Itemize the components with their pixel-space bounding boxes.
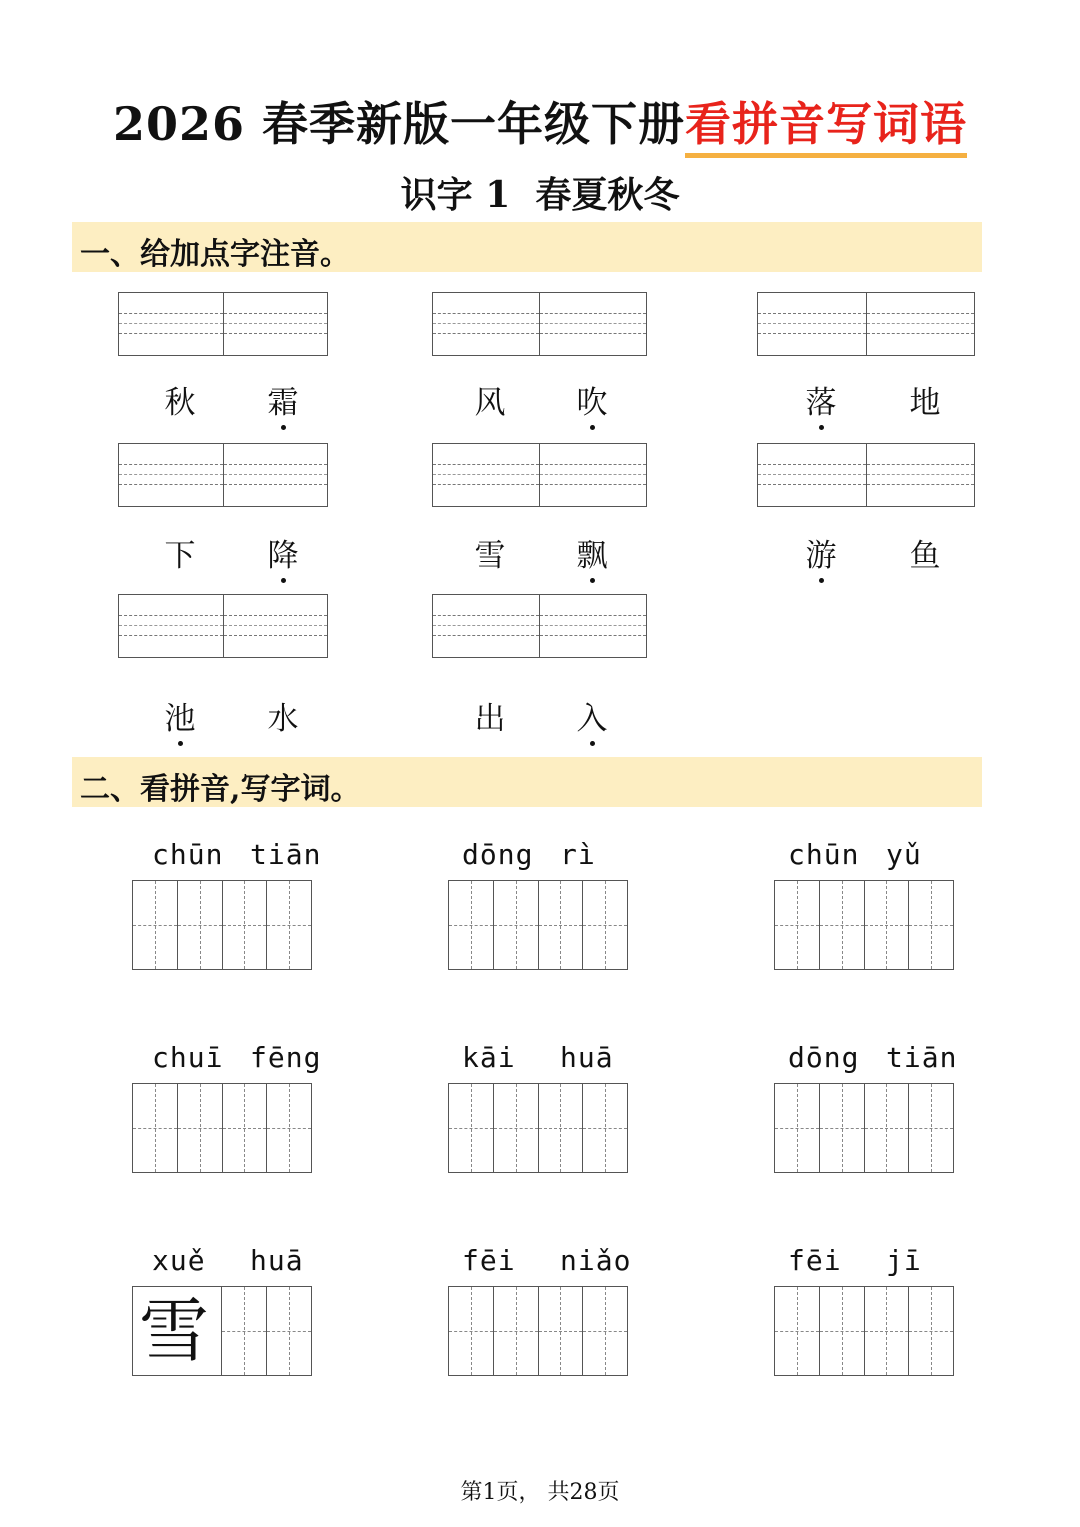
grid-cell[interactable] [266,881,311,969]
grid-cell[interactable] [864,1287,909,1375]
grid-cell[interactable] [582,1084,627,1172]
pinyin-box-half[interactable] [539,595,646,657]
grid-cell[interactable] [449,881,493,969]
dotted-character: 落 [791,377,851,422]
pinyin-box-half[interactable] [539,293,646,355]
character: 下 [164,538,196,574]
dotted-character: 飘 [562,530,622,575]
writing-grid[interactable] [132,1286,312,1376]
grid-cell[interactable] [133,1084,177,1172]
pinyin-label: dōng [788,1041,860,1074]
pinyin-box-half[interactable] [433,444,539,506]
grid-cell[interactable] [493,1084,538,1172]
dotted-character: 降 [253,530,313,575]
grid-cell[interactable] [177,1084,222,1172]
title-highlight: 看拼音写词语 [685,97,967,158]
character: 风 [474,385,506,421]
grid-cell[interactable] [538,881,583,969]
pinyin-answer-box[interactable] [118,443,328,507]
pinyin-label: fēng [250,1041,322,1074]
pinyin-label: huā [250,1244,304,1277]
pinyin-label: yǔ [886,838,922,871]
dotted-character: 池 [150,693,210,738]
pinyin-label: xuě [152,1244,206,1277]
pinyin-label: tiān [886,1041,958,1074]
grid-cell[interactable] [864,1084,909,1172]
grid-cell[interactable] [493,881,538,969]
grid-cell[interactable] [819,1084,864,1172]
grid-cell[interactable] [266,1084,311,1172]
grid-cell[interactable] [908,1084,953,1172]
pinyin-label: fēi [462,1244,516,1277]
pinyin-box-half[interactable] [866,444,975,506]
pinyin-label: chūn [152,838,224,871]
writing-grid[interactable] [448,1286,628,1376]
grid-cell[interactable] [222,881,267,969]
character: 出 [474,701,506,737]
grid-cell[interactable] [775,881,819,969]
grid-cell[interactable] [449,1287,493,1375]
writing-grid[interactable] [774,1286,954,1376]
grid-cell[interactable] [819,1287,864,1375]
grid-cell[interactable] [221,1287,266,1375]
pinyin-label: dōng [462,838,534,871]
pinyin-answer-box[interactable] [432,292,647,356]
grid-cell[interactable] [449,1084,493,1172]
writing-grid[interactable] [448,880,628,970]
dotted-character: 入 [562,693,622,738]
pinyin-box-half[interactable] [119,444,223,506]
grid-cell[interactable] [222,1084,267,1172]
pinyin-label: huā [560,1041,614,1074]
grid-cell[interactable] [819,881,864,969]
pinyin-label: jī [886,1244,922,1277]
pinyin-label: kāi [462,1041,516,1074]
page-title [0,88,1080,154]
grid-cell[interactable] [266,1287,311,1375]
pinyin-box-half[interactable] [866,293,975,355]
grid-cell[interactable] [864,881,909,969]
dotted-character: 游 [791,530,851,575]
title-main: 2026 春季新版一年级下册 [112,97,686,151]
pinyin-box-half[interactable] [223,595,328,657]
dotted-character: 霜 [253,377,313,422]
grid-cell[interactable] [538,1287,583,1375]
pinyin-answer-box[interactable] [432,594,647,658]
pinyin-box-half[interactable] [758,444,866,506]
pinyin-box-half[interactable] [433,595,539,657]
pinyin-box-half[interactable] [758,293,866,355]
writing-grid[interactable] [132,1083,312,1173]
grid-cell[interactable] [582,881,627,969]
pinyin-label: niǎo [560,1244,632,1277]
pinyin-box-half[interactable] [433,293,539,355]
character: 水 [267,701,299,737]
pinyin-answer-box[interactable] [118,594,328,658]
writing-grid[interactable] [774,880,954,970]
character: 秋 [164,385,196,421]
example-answer-character: 雪 [139,1290,209,1372]
pinyin-box-half[interactable] [119,595,223,657]
section2-heading: 二、看拼音,写字词。 [80,772,361,807]
pinyin-answer-box[interactable] [432,443,647,507]
section2-header [72,757,982,807]
grid-cell[interactable] [775,1084,819,1172]
pinyin-box-half[interactable] [223,293,328,355]
grid-cell[interactable] [493,1287,538,1375]
character: 雪 [474,538,506,574]
dotted-character: 吹 [562,377,622,422]
grid-cell[interactable] [582,1287,627,1375]
pinyin-answer-box[interactable] [757,292,975,356]
pinyin-label: fēi [788,1244,842,1277]
character: 鱼 [909,538,941,574]
pinyin-answer-box[interactable] [757,443,975,507]
grid-cell[interactable] [133,881,177,969]
character: 地 [909,385,941,421]
grid-cell[interactable] [775,1287,819,1375]
writing-grid[interactable] [448,1083,628,1173]
pinyin-answer-box[interactable] [118,292,328,356]
pinyin-box-half[interactable] [119,293,223,355]
grid-cell-filled[interactable] [133,1287,221,1375]
writing-grid[interactable] [132,880,312,970]
pinyin-label: chuī [152,1041,224,1074]
grid-cell[interactable] [538,1084,583,1172]
pinyin-box-half[interactable] [539,444,646,506]
section1-header [72,222,982,272]
lesson-subtitle: 识字 1 春夏秋冬 [400,174,680,216]
pinyin-label: tiān [250,838,322,871]
grid-cell[interactable] [908,1287,953,1375]
grid-cell[interactable] [177,881,222,969]
pinyin-label: rì [560,838,596,871]
grid-cell[interactable] [908,881,953,969]
writing-grid[interactable] [774,1083,954,1173]
page-footer: 第1页， 共28页 [460,1480,620,1505]
pinyin-label: chūn [788,838,860,871]
pinyin-box-half[interactable] [223,444,328,506]
section1-heading: 一、给加点字注音。 [80,237,350,272]
